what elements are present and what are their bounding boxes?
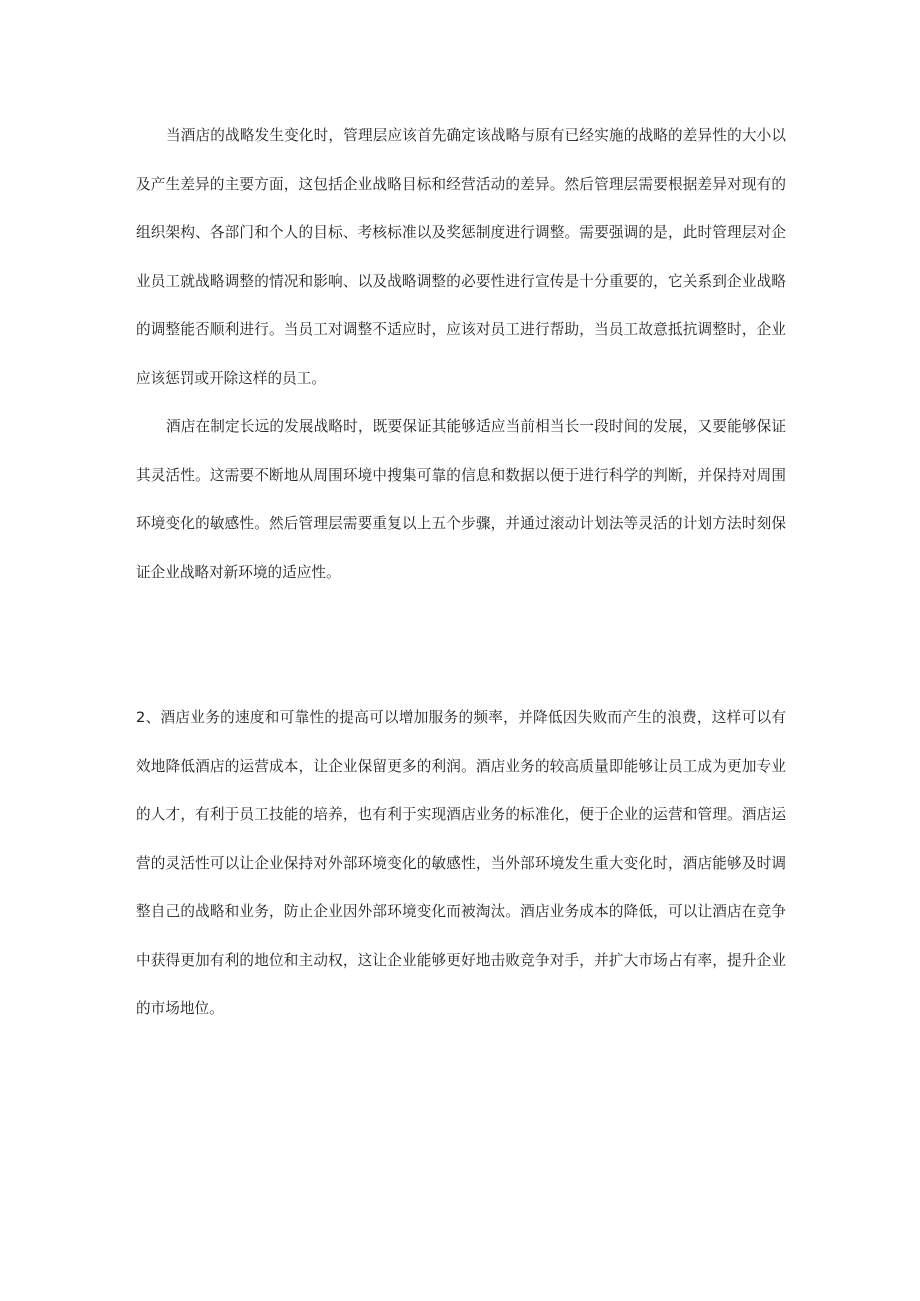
paragraph-strategy-change: 当酒店的战略发生变化时，管理层应该首先确定该战略与原有已经实施的战略的差异性的大小以及产生差异的主要方面，这包括企业战略目标和经营活动的差异。然后管理层需要根据差异对现有的组织架构、各部门和个人的目标、考核标准以及奖惩制度进行调整。需要强调的是，此时管理层对企业员工就战略调整的情况和影响、以及战略调整的必要性进行宣传是十分重要的，它关系到企业战略的调整能否顺利进行。当员工对调整不适应时，应该对员工进行帮助，当员工故意抵抗调整时，企业应该惩罚或开除这样的员工。: [136, 127, 786, 387]
paragraph-long-term-strategy: 酒店在制定长远的发展战略时，既要保证其能够适应当前相当长一段时间的发展，又要能够保证其灵活性。这需要不断地从周围环境中搜集可靠的信息和数据以便于进行科学的判断，并保持对周围环境变化的敏感性。然后管理层需要重复以上五个步骤，并通过滚动计划法等灵活的计划方法时刻保证企业战略对新环境的适应性。: [136, 418, 786, 581]
paragraph-business-benefits: 2、酒店业务的速度和可靠性的提高可以增加服务的频率，并降低因失败而产生的浪费，这样可以有效地降低酒店的运营成本，让企业保留更多的利润。酒店业务的较高质量即能够让员工成为更加专业的人才，有利于员工技能的培养，也有利于实现酒店业务的标准化，便于企业的运营和管理。酒店运营的灵活性可以让企业保持对外部环境变化的敏感性，当外部环境发生重大变化时，酒店能够及时调整自己的战略和业务，防止企业因外部环境变化而被淘汰。酒店业务成本的降低，可以让酒店在竞争中获得更加有利的地位和主动权，这让企业能够更好地击败竞争对手，并扩大市场占有率，提升企业的市场地位。: [136, 709, 786, 1017]
